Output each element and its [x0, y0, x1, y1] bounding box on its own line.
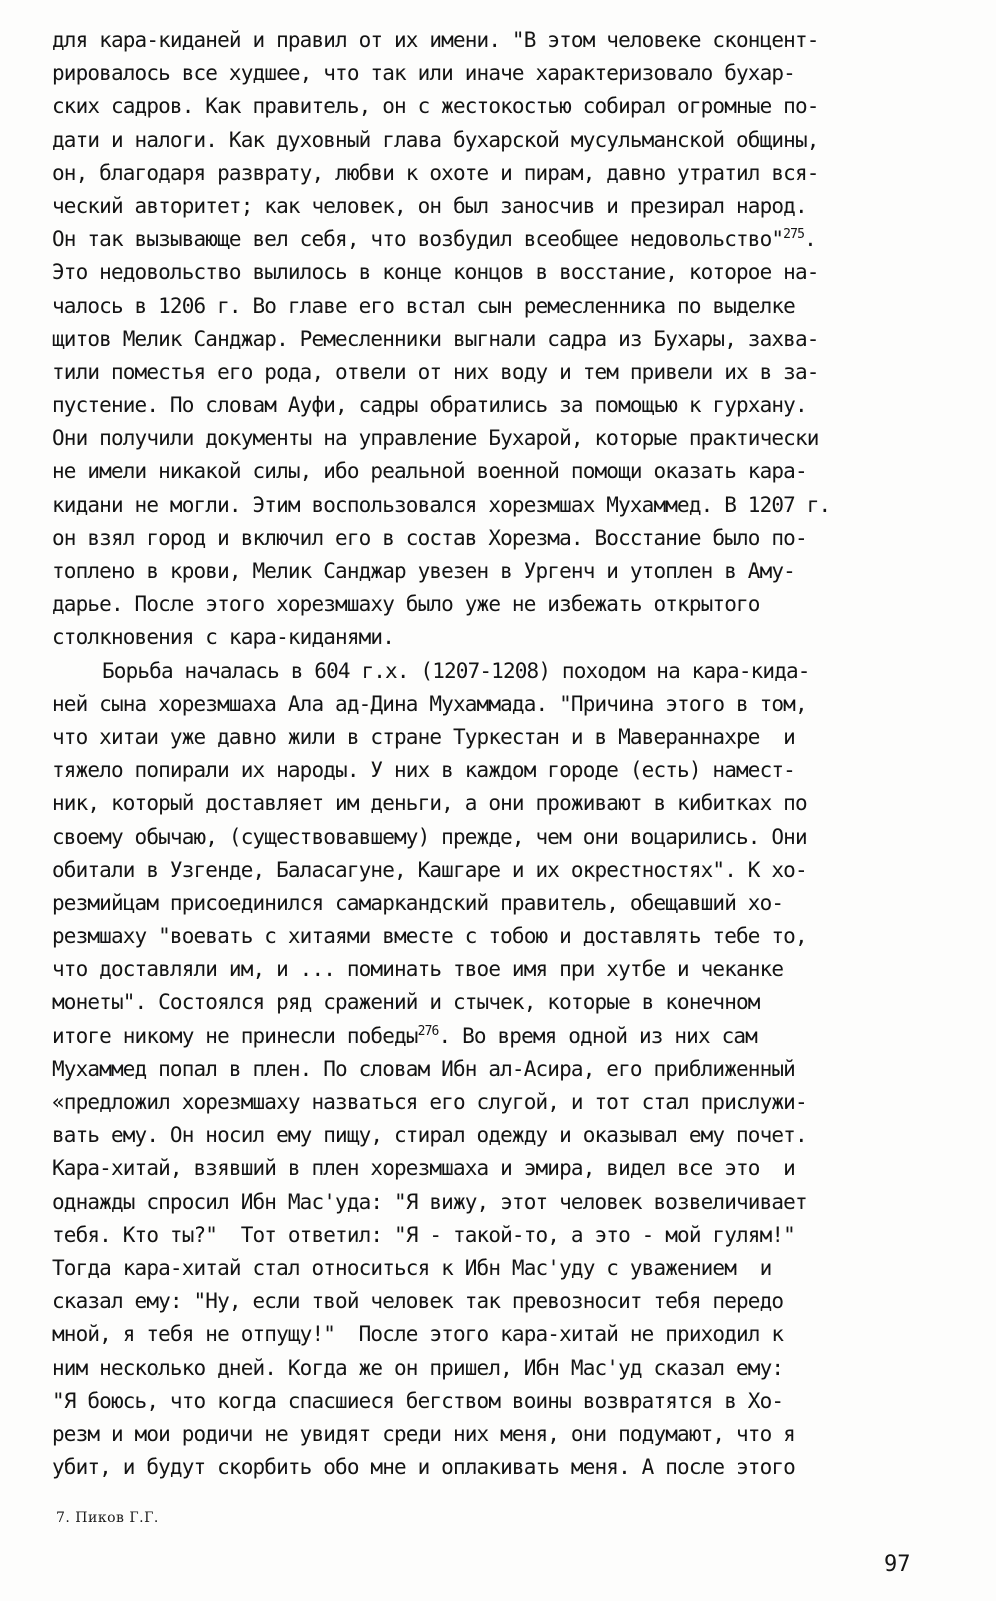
text-line: что доставляли им, и ... поминать твое имя при хутбе и чеканке [52, 957, 784, 982]
text-line: Кара-хитай, взявший в плен хорезмшаха и эмира, видел все это и [52, 1156, 795, 1181]
text-line: сказал ему: "Ну, если твой человек так превозносит тебя передо [52, 1289, 784, 1314]
text-line: для кара-киданей и правил от их имени. "В этом человеке сконцент- [52, 28, 819, 52]
page-number: 97 [884, 1552, 911, 1577]
text-line-content: итоге никому не принесли победы [52, 1023, 418, 1048]
footnote-tail: . [804, 227, 816, 252]
text-line: вать ему. Он носил ему пищу, стирал одежду и оказывал ему почет. [52, 1123, 807, 1148]
text-line: столкновения с кара-киданями. [52, 625, 394, 650]
text-line: рировалось все худшее, что так или иначе характеризовало бухар- [52, 61, 795, 86]
text-line: дарье. После этого хорезмшаху было уже не избежать открытого [52, 592, 760, 617]
text-line [52, 223, 932, 256]
text-line: Они получили документы на управление Бухарой, которые практически [52, 426, 819, 451]
text-line: что хитаи уже давно жили в стране Туркестан и в Мавераннахре и [52, 724, 795, 749]
text-line: однажды спросил Ибн Мас'уда: "Я вижу, этот человек возвеличивает [52, 1189, 807, 1214]
text-line: он, благодаря разврату, любви к охоте и пирам, давно утратил вся- [52, 160, 819, 185]
text-line: чалось в 1206 г. Во главе его встал сын ремесленника по выделке [52, 293, 795, 318]
text-line: резм и мои родичи не увидят среди них меня, они подумают, что я [52, 1421, 795, 1446]
paragraph-start-line: Борьба началась в 604 г.х. (1207-1208) походом на кара-кида- [102, 658, 810, 683]
text-line: пустение. По словам Ауфи, садры обратились за помощью к гурхану. [52, 393, 807, 418]
text-line [52, 1020, 932, 1053]
text-line: топлено в крови, Мелик Санджар увезен в Ургенч и утоплен в Аму- [52, 559, 795, 583]
footnote-marker: 275 [783, 227, 805, 243]
text-line: резмийцам присоединился самаркандский правитель, обещавший хо- [52, 890, 784, 915]
footnote-marker: 276 [417, 1023, 439, 1039]
text-line: тили поместья его рода, отвели от них воду и тем привели их в за- [52, 359, 819, 384]
text-line: монеты". Состоялся ряд сражений и стычек, которые в конечном [52, 990, 760, 1015]
text-line-content: Он так вызывающе вел себя, что возбудил всеобщее недовольство" [52, 227, 784, 252]
text-line: тяжело попирали их народы. У них в каждом городе (есть) намест- [52, 758, 795, 783]
text-line: ник, который доставляет им деньги, а они проживают в кибитках по [52, 791, 807, 816]
text-line: убит, и будут скорбить обо мне и оплакивать меня. А после этого [52, 1455, 795, 1480]
footnote-tail: . Во время одной из них сам [438, 1023, 757, 1048]
text-line: дати и налоги. Как духовный глава бухарской мусульманской общины, [52, 127, 819, 152]
text-line: ней сына хорезмшаха Ала ад-Дина Мухаммада. "Причина этого в том, [52, 691, 807, 716]
text-line: Это недовольство вылилось в конце концов в восстание, которое на- [52, 260, 819, 285]
body-text [52, 24, 932, 1484]
text-line: "Я боюсь, что когда спасшиеся бегством воины возвратятся в Хо- [52, 1388, 784, 1413]
signature-mark: 7. Пиков Г.Г. [56, 1510, 159, 1526]
text-line: тебя. Кто ты?" Тот ответил: "Я - такой-то, а это - мой гулям!" [52, 1222, 795, 1247]
text-line: мной, я тебя не отпущу!" После этого кара-хитай не приходил к [52, 1322, 784, 1347]
text-line: резмшаху "воевать с хитаями вместе с тобою и доставлять тебе то, [52, 924, 807, 949]
text-line: он взял город и включил его в состав Хорезма. Восстание было по- [52, 525, 807, 550]
text-line: Мухаммед попал в плен. По словам Ибн ал-Асира, его приближенный [52, 1056, 795, 1081]
text-line: кидани не могли. Этим воспользовался хорезмшах Мухаммед. В 1207 г. [52, 492, 831, 517]
text-line: обитали в Узгенде, Баласагуне, Кашгаре и их окрестностях". К хо- [52, 857, 807, 882]
text-line: Тогда кара-хитай стал относиться к Ибн Мас'уду с уважением и [52, 1255, 772, 1280]
text-line: не имели никакой силы, ибо реальной военной помощи оказать кара- [52, 459, 807, 484]
text-line: ним несколько дней. Когда же он пришел, Ибн Мас'уд сказал ему: [52, 1355, 784, 1380]
text-line: ческий авторитет; как человек, он был заносчив и презирал народ. [52, 193, 807, 218]
text-line: щитов Мелик Санджар. Ремесленники выгнали садра из Бухары, захва- [52, 326, 819, 351]
text-line: ских садров. Как правитель, он с жестокостью собирал огромные по- [52, 94, 819, 119]
text-line: своему обычаю, (существовавшему) прежде, чем они воцарились. Они [52, 824, 807, 849]
text-line: «предложил хорезмшаху назваться его слугой, и тот стал прислужи- [52, 1090, 807, 1114]
